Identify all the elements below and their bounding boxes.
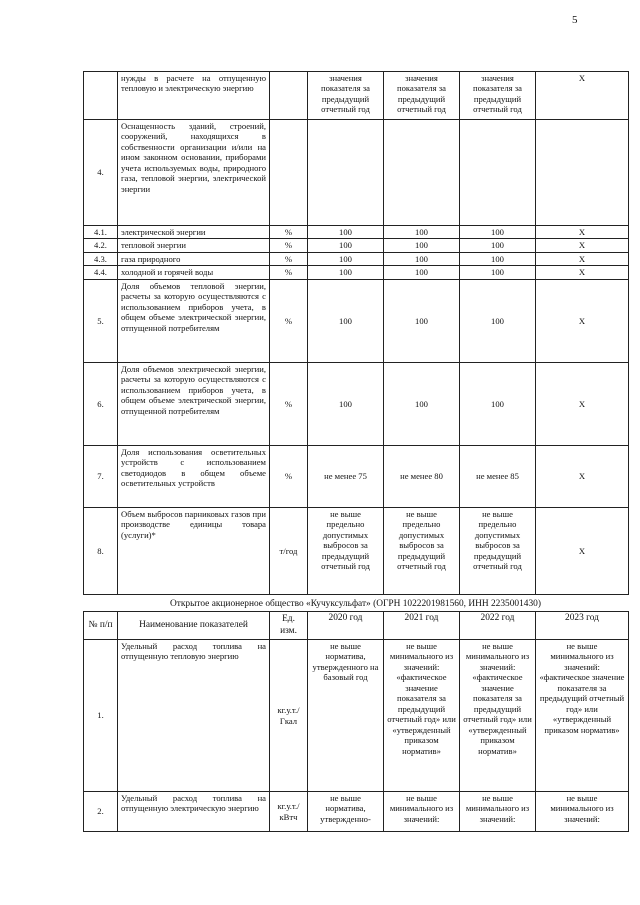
org-section-title: Открытое акционерное общество «Кучуксульфат» (ОГРН 1022201981560, ИНН 2235001430) xyxy=(170,599,541,609)
value-col-4: X xyxy=(536,252,629,265)
value-col-1: 100 xyxy=(308,266,384,279)
table-row xyxy=(84,362,629,445)
unit: % xyxy=(270,445,308,507)
header-num: № п/п xyxy=(84,612,118,640)
row-number xyxy=(84,72,118,120)
value-col-3: 100 xyxy=(460,239,536,252)
header-name: Наименование показателей xyxy=(118,612,270,640)
unit: % xyxy=(270,266,308,279)
value-col-1: значения показателя за предыдущий отчетный год xyxy=(308,72,384,120)
unit: % xyxy=(270,279,308,362)
indicator-name: электрической энергии xyxy=(118,226,270,239)
row-number: 1. xyxy=(84,640,118,792)
unit: т/год xyxy=(270,507,308,594)
value-col-2: 100 xyxy=(384,362,460,445)
value-col-4 xyxy=(536,120,629,226)
row-number: 2. xyxy=(84,792,118,832)
value-col-4: X xyxy=(536,279,629,362)
indicator-name: Доля объемов тепловой энергии, расчеты за которую осуществляются с использованием приборов учета, в общем объеме электрической энергии, отпущенной потребителям xyxy=(118,279,270,362)
indicator-name: газа природного xyxy=(118,252,270,265)
indicator-name: тепловой энергии xyxy=(118,239,270,252)
row-number: 4.1. xyxy=(84,226,118,239)
row-number: 4.4. xyxy=(84,266,118,279)
header-year-2021: 2021 год xyxy=(384,612,460,640)
value-col-4: X xyxy=(536,507,629,594)
value-2023: не выше минимального из значений: «фактическое значение показателя за предыдущий отчетный год» или «утвержденный приказом норматив» xyxy=(536,640,629,792)
table-row xyxy=(84,226,629,239)
value-col-3 xyxy=(460,120,536,226)
indicator-name: Оснащенность зданий, строений, сооружений, находящихся в собственности организации и/или на ином законном основании, приборами учета используемых воды, природного газа, тепловой энергии, электрической энергии xyxy=(118,120,270,226)
value-col-4: X xyxy=(536,226,629,239)
value-col-1: не выше предельно допустимых выбросов за предыдущий отчетный год xyxy=(308,507,384,594)
table-row xyxy=(84,72,629,120)
unit: % xyxy=(270,239,308,252)
value-col-2: не выше предельно допустимых выбросов за предыдущий отчетный год xyxy=(384,507,460,594)
unit: % xyxy=(270,252,308,265)
value-2023: не выше минимального из значений: xyxy=(536,792,629,832)
value-col-4: X xyxy=(536,239,629,252)
row-number: 4.3. xyxy=(84,252,118,265)
value-col-3: значения показателя за предыдущий отчетный год xyxy=(460,72,536,120)
value-col-4: X xyxy=(536,362,629,445)
value-col-1: не менее 75 xyxy=(308,445,384,507)
value-col-3: 100 xyxy=(460,252,536,265)
value-col-2 xyxy=(384,120,460,226)
table-row xyxy=(84,252,629,265)
value-2020: не выше норматива, утвержденно- xyxy=(308,792,384,832)
table-row xyxy=(84,507,629,594)
table-row xyxy=(84,640,629,792)
row-number: 4.2. xyxy=(84,239,118,252)
row-number: 8. xyxy=(84,507,118,594)
value-col-4: X xyxy=(536,445,629,507)
value-col-2: 100 xyxy=(384,252,460,265)
row-number: 4. xyxy=(84,120,118,226)
row-number: 6. xyxy=(84,362,118,445)
unit: кг.у.т./ кВтч xyxy=(270,792,308,832)
value-2021: не выше минимального из значений: «фактическое значение показателя за предыдущий отчетный год» или «утвержденный приказом норматив» xyxy=(384,640,460,792)
value-col-3: 100 xyxy=(460,279,536,362)
unit: кг.у.т./ Гкал xyxy=(270,640,308,792)
value-col-3: 100 xyxy=(460,226,536,239)
value-2022: не выше минимального из значений: xyxy=(460,792,536,832)
indicator-name: нужды в расчете на отпущенную тепловую и электрическую энергию xyxy=(118,72,270,120)
value-col-2: 100 xyxy=(384,239,460,252)
indicator-name: холодной и горячей воды xyxy=(118,266,270,279)
value-2020: не выше норматива, утвержденного на базовый год xyxy=(308,640,384,792)
value-col-2: значения показателя за предыдущий отчетный год xyxy=(384,72,460,120)
unit: % xyxy=(270,362,308,445)
table-header-row xyxy=(84,612,629,640)
value-2022: не выше минимального из значений: «фактическое значение показателя за предыдущий отчетный год» или «утвержденный приказом норматив» xyxy=(460,640,536,792)
unit: % xyxy=(270,226,308,239)
indicator-name: Доля объемов электрической энергии, расчеты за которую осуществляются с использованием приборов учета, в общем объеме электрической энергии, отпущенной потребителям xyxy=(118,362,270,445)
table-row xyxy=(84,239,629,252)
value-col-2: 100 xyxy=(384,279,460,362)
unit xyxy=(270,120,308,226)
indicator-name: Удельный расход топлива на отпущенную электрическую энергию xyxy=(118,792,270,832)
table-row xyxy=(84,266,629,279)
value-col-1: 100 xyxy=(308,252,384,265)
value-col-1: 100 xyxy=(308,226,384,239)
value-2021: не выше минимального из значений: xyxy=(384,792,460,832)
value-col-1 xyxy=(308,120,384,226)
row-number: 7. xyxy=(84,445,118,507)
table-row xyxy=(84,792,629,832)
indicator-name: Доля использования осветительных устройств с использованием светодиодов в общем объеме осветительных устройств xyxy=(118,445,270,507)
table-row xyxy=(84,279,629,362)
org-indicators-table xyxy=(83,611,629,832)
indicator-name: Удельный расход топлива на отпущенную тепловую энергию xyxy=(118,640,270,792)
value-col-3: не менее 85 xyxy=(460,445,536,507)
value-col-1: 100 xyxy=(308,279,384,362)
value-col-1: 100 xyxy=(308,362,384,445)
indicators-table-continued xyxy=(83,71,629,595)
header-year-2022: 2022 год xyxy=(460,612,536,640)
header-year-2020: 2020 год xyxy=(308,612,384,640)
value-col-3: не выше предельно допустимых выбросов за предыдущий отчетный год xyxy=(460,507,536,594)
page-number: 5 xyxy=(572,14,578,26)
unit xyxy=(270,72,308,120)
table-row xyxy=(84,120,629,226)
value-col-1: 100 xyxy=(308,239,384,252)
value-col-3: 100 xyxy=(460,362,536,445)
value-col-3: 100 xyxy=(460,266,536,279)
row-number: 5. xyxy=(84,279,118,362)
header-unit: Ед. изм. xyxy=(270,612,308,640)
indicator-name: Объем выбросов парниковых газов при производстве единицы товара (услуги)* xyxy=(118,507,270,594)
value-col-4: X xyxy=(536,266,629,279)
header-year-2023: 2023 год xyxy=(536,612,629,640)
value-col-4: X xyxy=(536,72,629,120)
value-col-2: не менее 80 xyxy=(384,445,460,507)
value-col-2: 100 xyxy=(384,226,460,239)
table-row xyxy=(84,445,629,507)
value-col-2: 100 xyxy=(384,266,460,279)
